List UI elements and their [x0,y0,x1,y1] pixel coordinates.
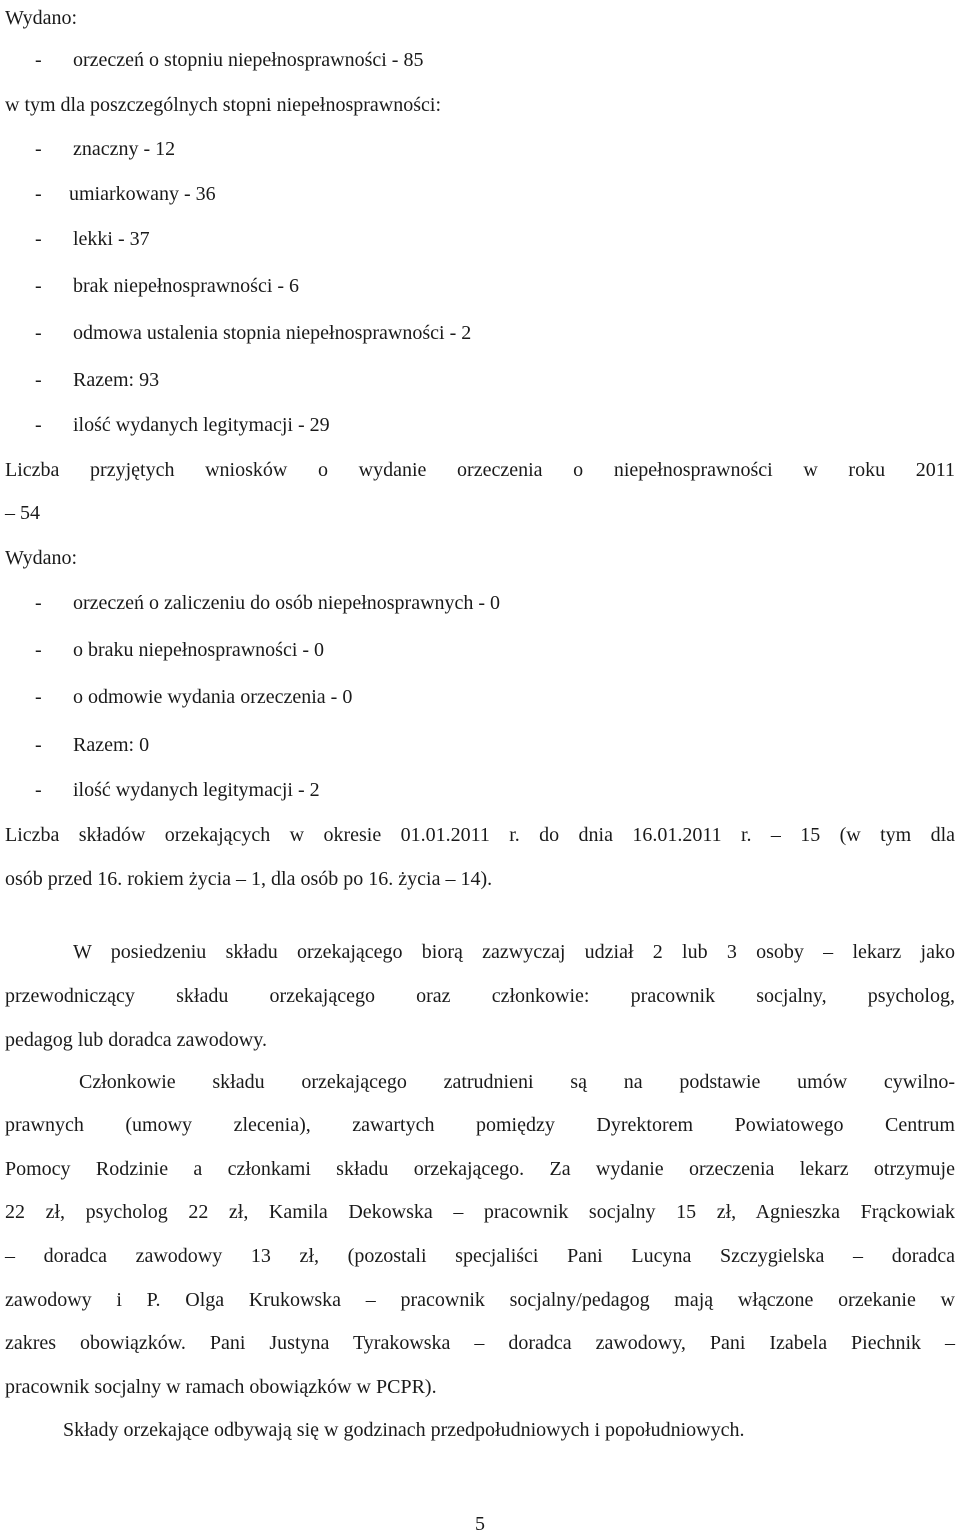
dash-bullet: - [35,734,42,756]
list-item-text: brak niepełnosprawności - 6 [73,275,300,297]
dash-bullet: - [35,592,42,614]
dash-bullet: - [35,183,42,205]
paragraph-line: W posiedzeniu składu orzekającego biorą zazwyczaj udział 2 lub 3 osoby – lekarz jako [73,941,955,963]
page-number: 5 [475,1513,485,1535]
paragraph-line: Członkowie składu orzekającego zatrudnieni są na podstawie umów cywilno- [79,1071,955,1093]
list-item-text: znaczny - 12 [73,138,176,160]
section1-heading: Wydano: [5,7,78,29]
paragraph-line: – doradca zawodowy 13 zł, (pozostali specjaliści Pani Lucyna Szczygielska – doradca [5,1245,955,1267]
section2-heading: Wydano: [5,547,78,569]
list-item-text: orzeczeń o zaliczeniu do osób niepełnosprawnych - 0 [73,592,501,614]
dash-bullet: - [35,369,42,391]
paragraph-line: zawodowy i P. Olga Krukowska – pracownik socjalny/pedagog mają włączone orzekanie w [5,1289,955,1311]
section2-intro-line: Liczba przyjętych wniosków o wydanie orzeczenia o niepełnosprawności w roku 2011 [5,459,955,481]
dash-bullet: - [35,138,42,160]
list-item-text: ilość wydanych legitymacji - 29 [73,414,330,436]
section2-intro-line: – 54 [5,502,40,524]
list-item-text: o odmowie wydania orzeczenia - 0 [73,686,353,708]
dash-bullet: - [35,414,42,436]
list-item-text: ilość wydanych legitymacji - 2 [73,779,320,801]
dash-bullet: - [35,275,42,297]
list-item-text: o braku niepełnosprawności - 0 [73,639,325,661]
list-item-text: umiarkowany - 36 [69,183,216,205]
panels-line: osób przed 16. rokiem życia – 1, dla osób po 16. życia – 14). [5,868,493,890]
dash-bullet: - [35,779,42,801]
list-item-text: Razem: 0 [73,734,150,756]
paragraph-line: prawnych (umowy zlecenia), zawartych pomiędzy Dyrektorem Powiatowego Centrum [5,1114,955,1136]
dash-bullet: - [35,228,42,250]
list-item-text: lekki - 37 [73,228,150,250]
section1-subheading: w tym dla poszczególnych stopni niepełnosprawności: [5,94,442,116]
paragraph-line: pedagog lub doradca zawodowy. [5,1029,267,1051]
list-item-text: orzeczeń o stopniu niepełnosprawności - 85 [73,49,424,71]
list-item-text: Razem: 93 [73,369,160,391]
paragraph-line: Pomocy Rodzinie a członkami składu orzekającego. Za wydanie orzeczenia lekarz otrzymuje [5,1158,955,1180]
list-item-text: odmowa ustalenia stopnia niepełnosprawności - 2 [73,322,472,344]
paragraph-line: przewodniczący składu orzekającego oraz członkowie: pracownik socjalny, psycholog, [5,985,955,1007]
paragraph-line: pracownik socjalny w ramach obowiązków w PCPR). [5,1376,437,1398]
panels-line: Liczba składów orzekających w okresie 01.01.2011 r. do dnia 16.01.2011 r. – 15 (w tym dla [5,824,955,846]
dash-bullet: - [35,639,42,661]
dash-bullet: - [35,49,42,71]
paragraph-line: 22 zł, psycholog 22 zł, Kamila Dekowska – pracownik socjalny 15 zł, Agnieszka Frąckowiak [5,1201,955,1223]
dash-bullet: - [35,322,42,344]
paragraph-line: zakres obowiązków. Pani Justyna Tyrakowska – doradca zawodowy, Pani Izabela Piechnik – [5,1332,955,1354]
paragraph-line: Składy orzekające odbywają się w godzinach przedpołudniowych i popołudniowych. [63,1419,745,1441]
dash-bullet: - [35,686,42,708]
